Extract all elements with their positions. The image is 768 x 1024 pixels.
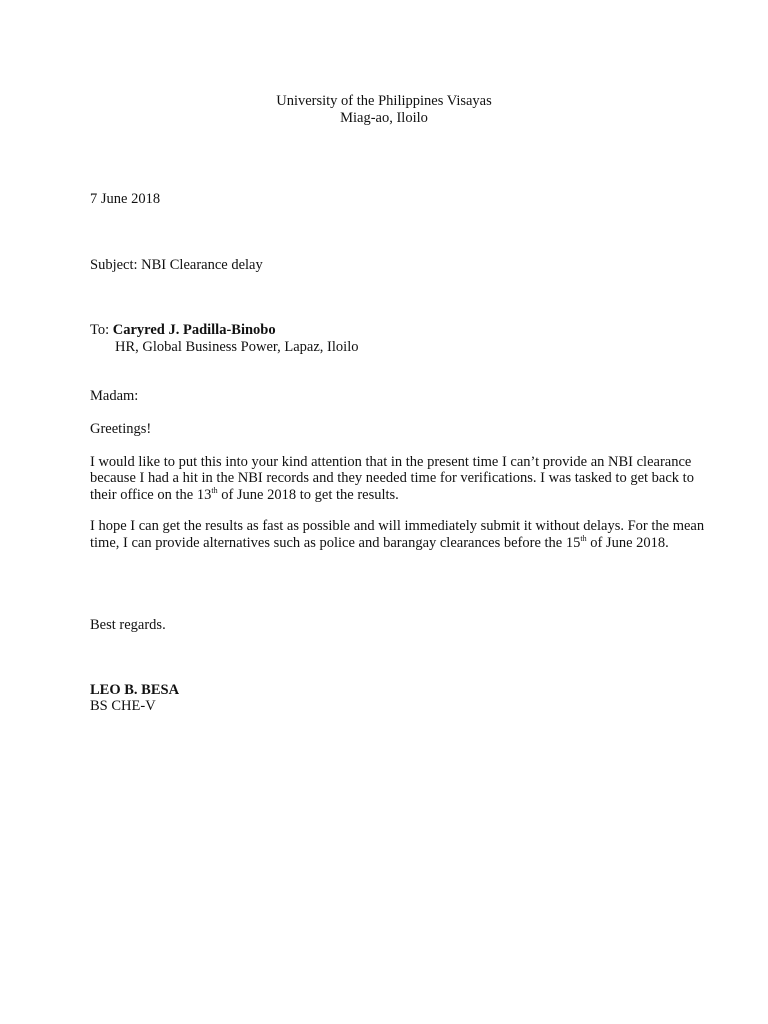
ordinal-suffix: th <box>580 534 587 544</box>
paragraph1-line3-start: their office on the 13 <box>90 487 212 503</box>
paragraph1-line3-end: of June 2018 to get the results. <box>217 487 399 503</box>
closing: Best regards. <box>90 617 166 633</box>
ordinal-suffix: th <box>211 486 218 496</box>
paragraph1-line3 <box>90 487 399 504</box>
paragraph2-line2 <box>90 535 669 552</box>
recipient-prefix: To: <box>90 322 113 338</box>
recipient-line <box>90 322 276 339</box>
paragraph2-line1: I hope I can get the results as fast as possible and will immediately submit it without delays. For the mean <box>90 518 705 534</box>
letterhead-location: Miag-ao, Iloilo <box>340 110 428 126</box>
letter-subject: Subject: NBI Clearance delay <box>90 257 263 273</box>
paragraph1-line1: I would like to put this into your kind attention that in the present time I can’t provide an NBI clearance <box>90 454 692 470</box>
signature-course: BS CHE-V <box>90 698 156 714</box>
salutation: Madam: <box>90 388 139 404</box>
recipient-position: HR, Global Business Power, Lapaz, Iloilo <box>115 339 359 355</box>
letter-date: 7 June 2018 <box>90 191 161 207</box>
recipient-name: Caryred J. Padilla-Binobo <box>112 322 276 338</box>
letterhead-university: University of the Philippines Visayas <box>276 93 492 109</box>
signature-name-text: LEO B. BESA <box>90 682 180 698</box>
greeting: Greetings! <box>90 421 152 437</box>
paragraph2-line2-start: time, I can provide alternatives such as police and barangay clearances before the 15 <box>90 535 581 551</box>
paragraph2-line2-end: of June 2018. <box>586 535 669 551</box>
signature-name <box>90 682 179 699</box>
paragraph1-line2: because I had a hit in the NBI records and they needed time for verifications. I was tasked to get back to <box>90 470 694 486</box>
